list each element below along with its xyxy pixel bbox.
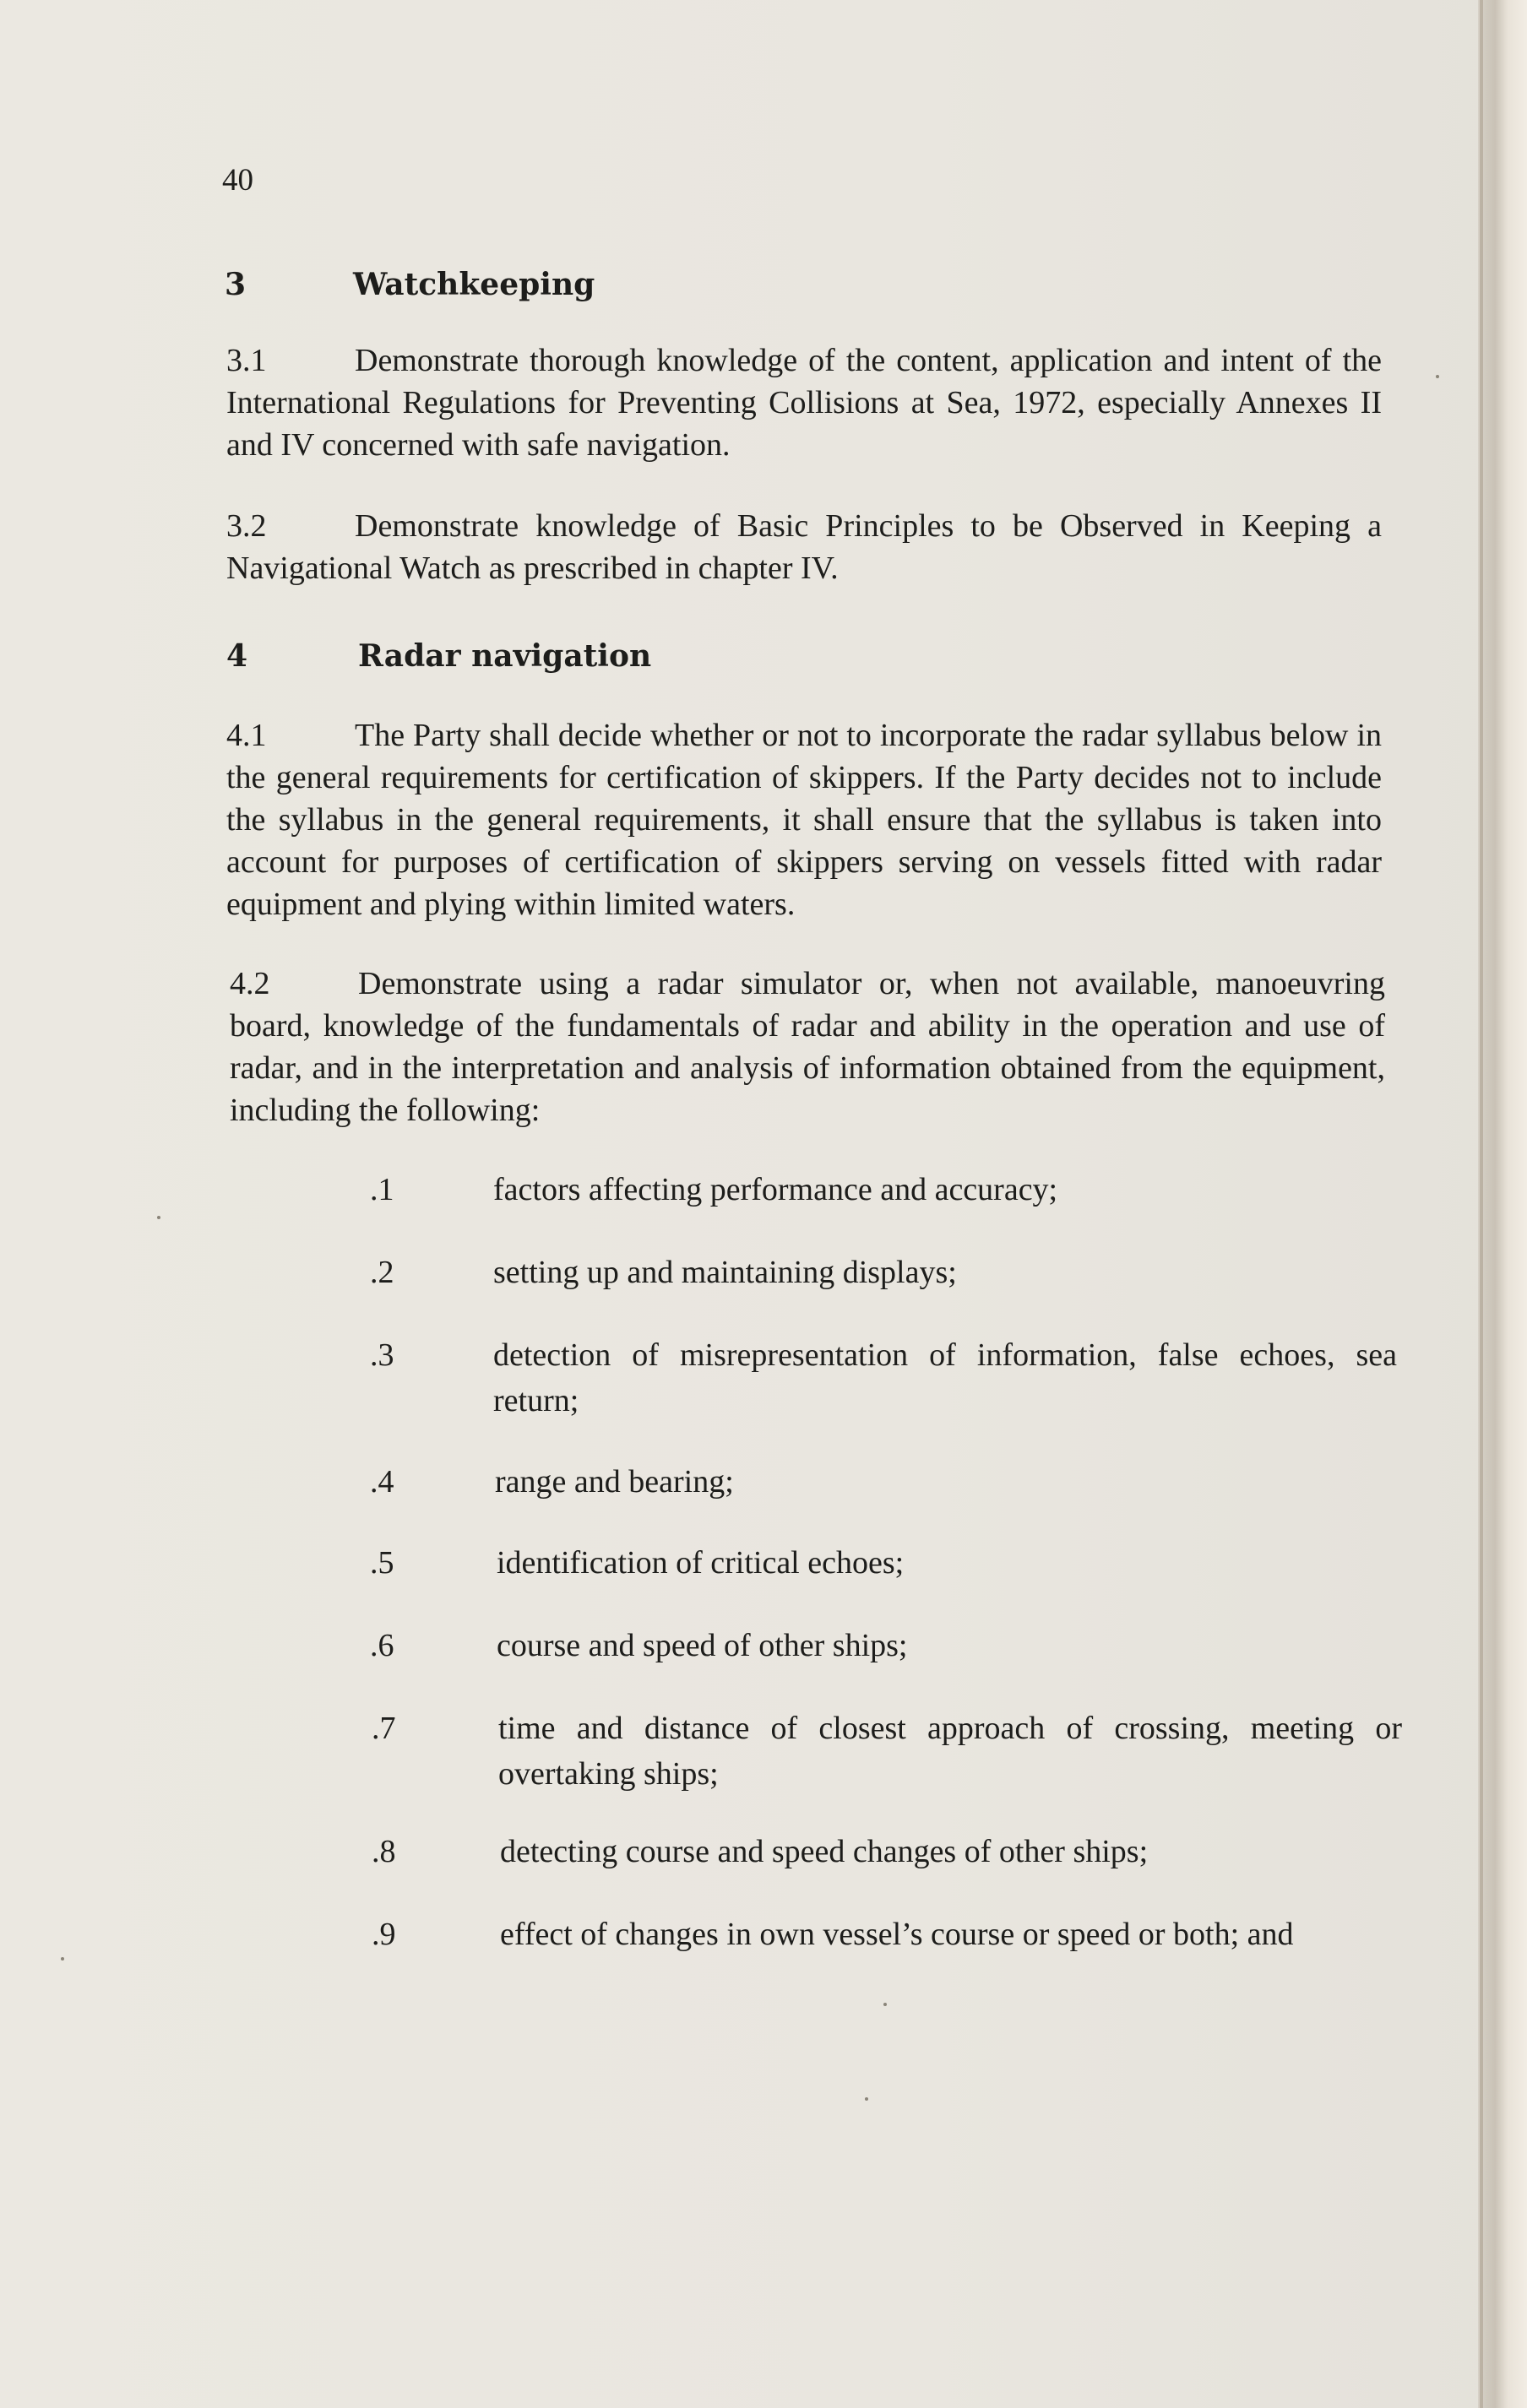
page-edge <box>1480 0 1483 2408</box>
paragraph-number: 3.1 <box>226 343 267 378</box>
list-item-number: .1 <box>370 1172 394 1207</box>
paragraph-3-1 <box>226 339 1382 466</box>
list-item-text: detecting course and speed changes of other ships; <box>500 1834 1149 1869</box>
page-number: 40 <box>222 163 253 198</box>
paper-speck <box>865 2097 868 2101</box>
section-number: 4 <box>226 638 248 674</box>
paragraph-text: The Party shall decide whether or not to incorporate the radar syllabus below in the general requirements for certification of skippers. If the Party decides not to include the syllabus in the general requirements, it shall ensure that the syllabus is taken into account for purposes of certification of skippers serving on vessels fitted with radar equipment and plying within limited waters. <box>226 718 1382 922</box>
paper-speck <box>1436 375 1439 378</box>
list-item-number: .6 <box>370 1628 394 1663</box>
list-item-text: effect of changes in own vessel’s course or speed or both; and <box>500 1917 1294 1952</box>
list-item-number: .4 <box>370 1464 394 1500</box>
paragraph-number: 3.2 <box>226 508 267 544</box>
list-item-text: range and bearing; <box>495 1464 734 1500</box>
paragraph-text: Demonstrate using a radar simulator or, when not available, manoeuvring board, knowledge of the fundamentals of radar and ability in the operation and use of radar, and in the interpretation and analysis of information obtained from the equipment, including the following: <box>230 966 1385 1128</box>
list-item-text: time and distance of closest approach of crossing, meeting or overtaking ships; <box>498 1711 1402 1792</box>
paragraph-4-1 <box>226 714 1382 925</box>
section-number: 3 <box>225 267 247 302</box>
list-item-text: setting up and maintaining displays; <box>493 1255 957 1290</box>
paragraph-3-2 <box>226 505 1382 589</box>
list-item-number: .7 <box>372 1711 396 1746</box>
list-item-text: detection of misrepresentation of information, false echoes, sea return; <box>493 1337 1397 1418</box>
list-item-number: .3 <box>370 1337 394 1373</box>
book-spine-shadow <box>1478 0 1527 2408</box>
paper-speck <box>157 1216 160 1219</box>
section-title: Radar navigation <box>358 638 652 674</box>
paragraph-text: Demonstrate knowledge of Basic Principles to be Observed in Keeping a Navigational Watch as prescribed in chapter IV. <box>226 508 1382 586</box>
list-item-text: identification of critical echoes; <box>497 1545 905 1581</box>
list-item-text: course and speed of other ships; <box>497 1628 908 1663</box>
paragraph-number: 4.2 <box>230 966 270 1001</box>
paper-speck <box>61 1957 64 1961</box>
list-item-number: .2 <box>370 1255 394 1290</box>
paragraph-text: Demonstrate thorough knowledge of the content, application and intent of the International Regulations for Preventing Collisions at Sea, 1972, especially Annexes II and IV concerned with safe navigation. <box>226 343 1382 463</box>
list-item-number: .9 <box>372 1917 396 1952</box>
paragraph-number: 4.1 <box>226 718 267 753</box>
paper-speck <box>883 2003 887 2006</box>
list-item-number: .8 <box>372 1834 396 1869</box>
paragraph-4-2 <box>230 963 1385 1131</box>
list-item-number: .5 <box>370 1545 394 1581</box>
section-title: Watchkeeping <box>353 267 595 302</box>
list-item-text: factors affecting performance and accuracy; <box>493 1172 1058 1207</box>
